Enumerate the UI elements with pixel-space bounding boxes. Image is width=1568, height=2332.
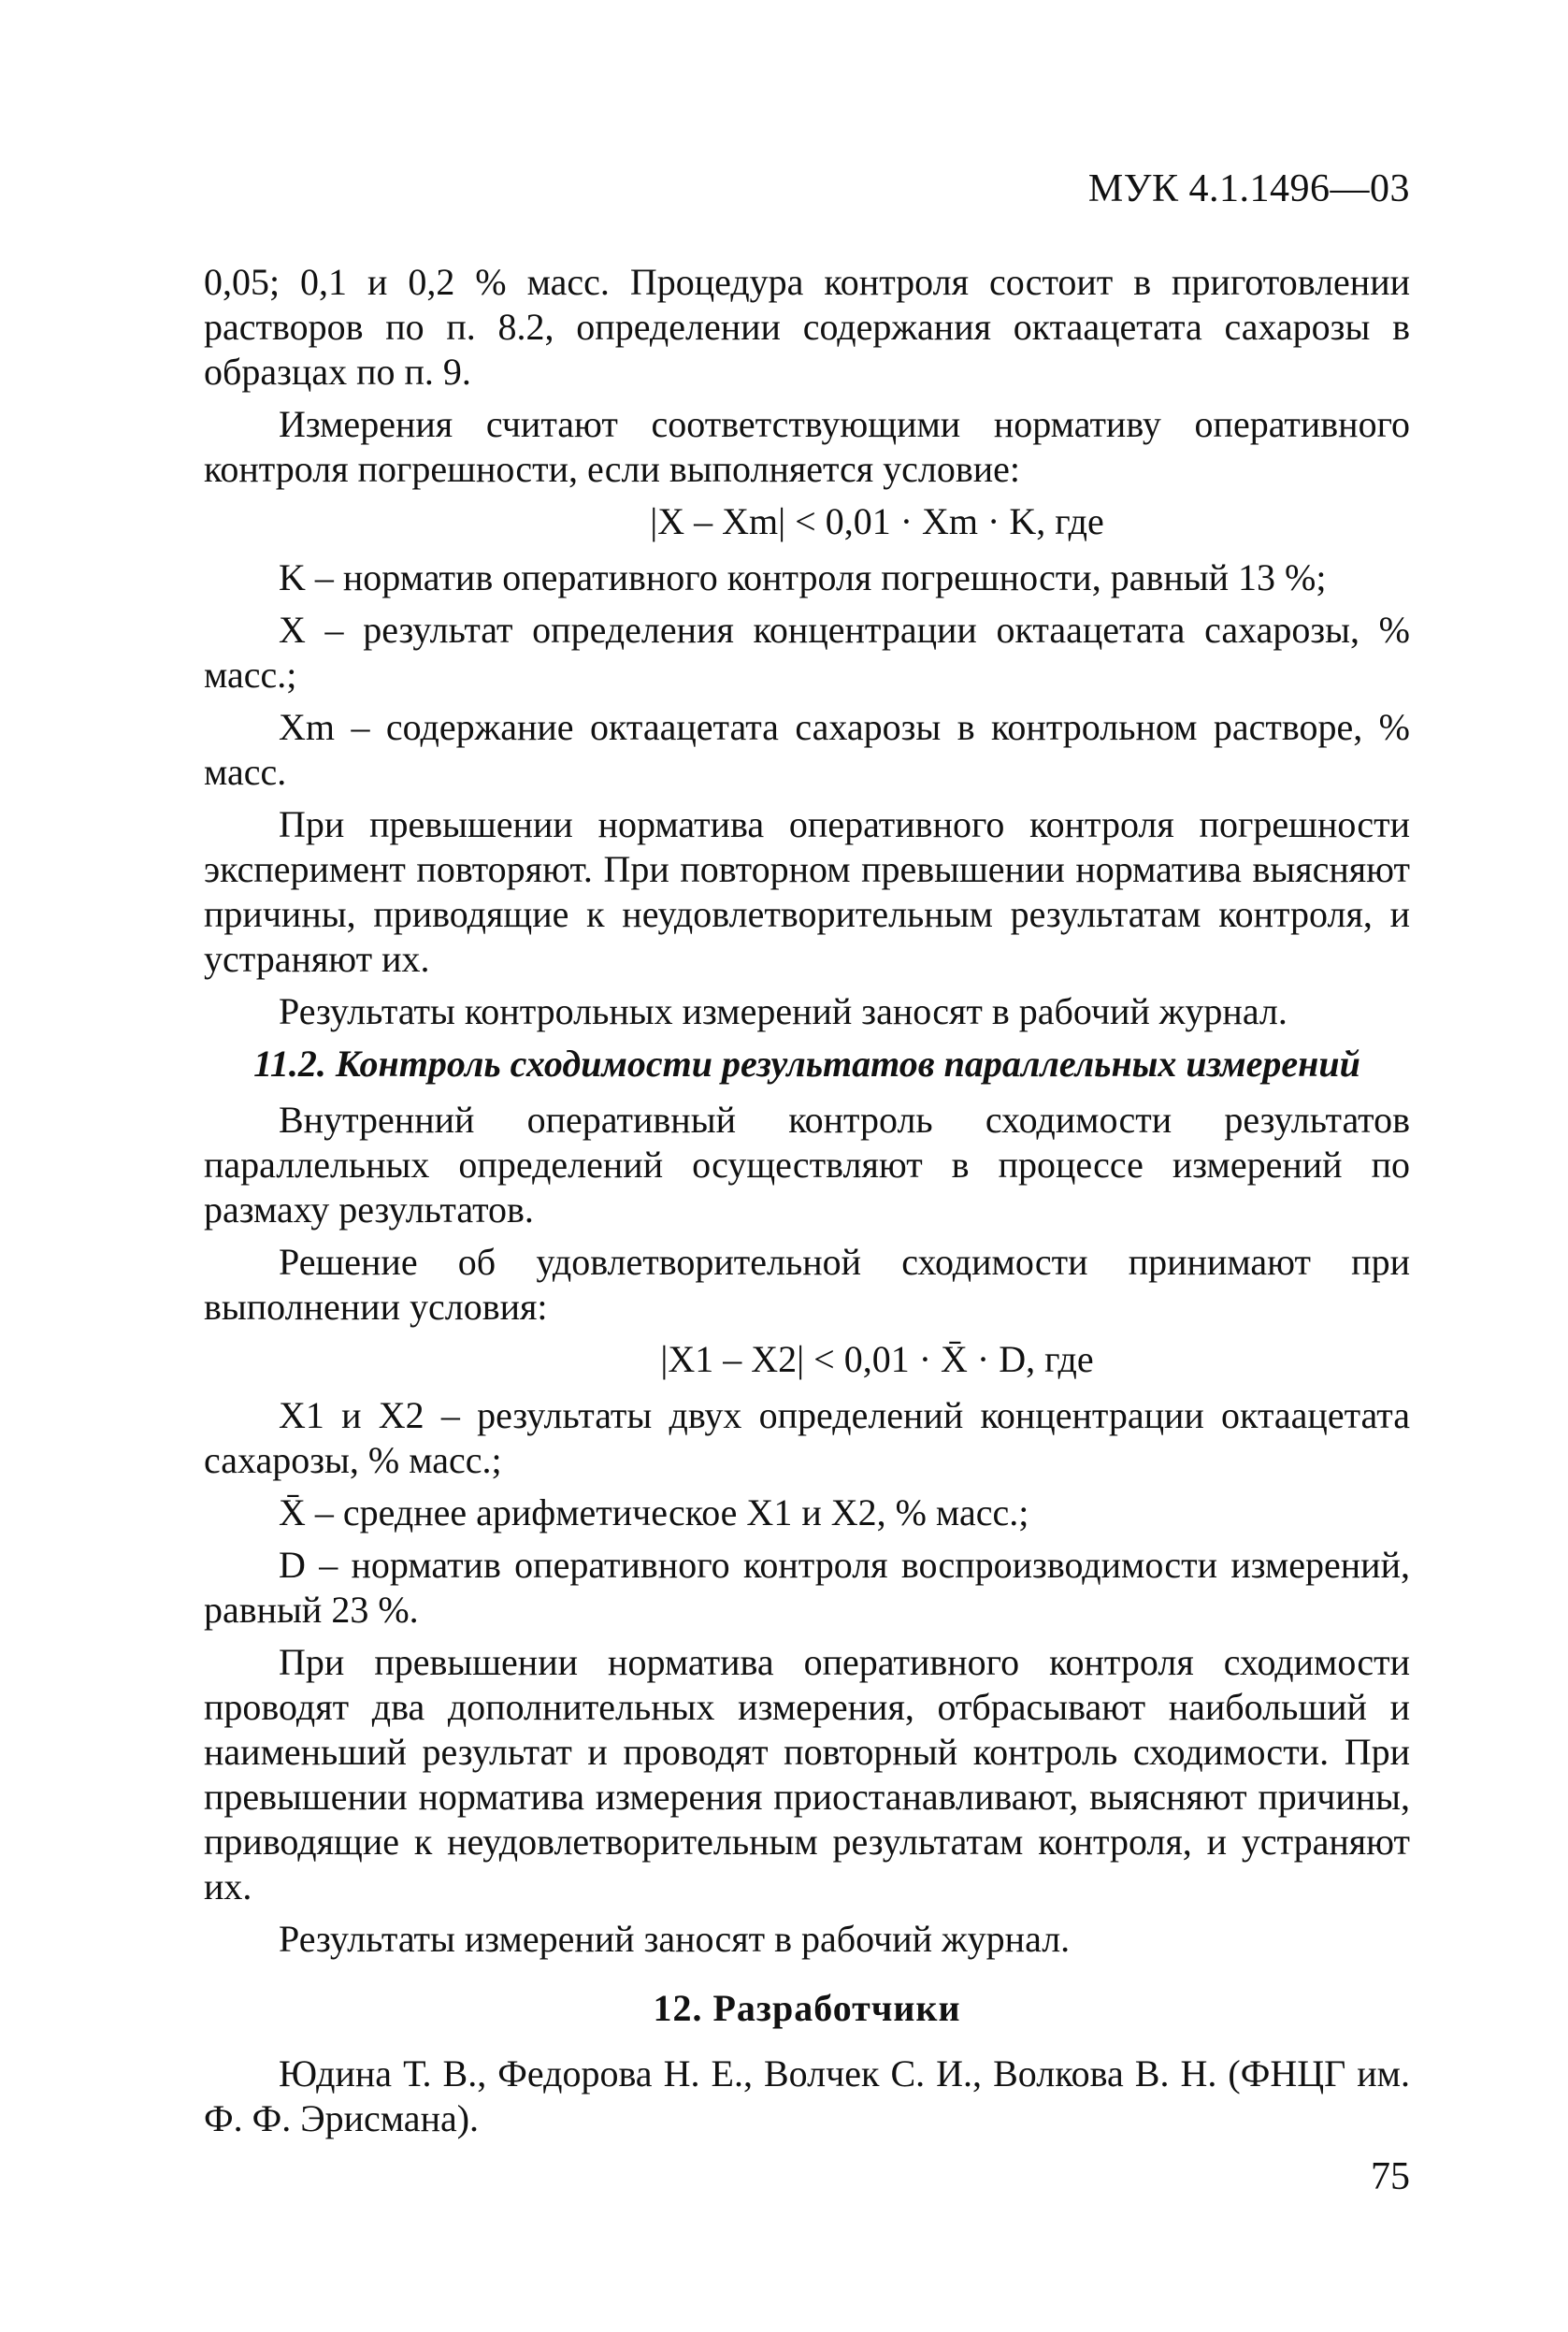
document-code-header: МУК 4.1.1496—03 <box>1087 167 1410 210</box>
definition-d: D – норматив оперативного контроля воспроизводимости измерений, равный 23 %. <box>204 1544 1410 1631</box>
definition-x: X – результат определения концентрации октаацетата сахарозы, % масс.; <box>204 609 1410 696</box>
formula-accuracy-condition <box>204 499 1410 544</box>
page-number: 75 <box>1371 2155 1410 2198</box>
paragraph-convergence-decision: Решение об удовлетворительной сходимости принимают при выполнении условия: <box>204 1241 1410 1328</box>
definition-k: K – норматив оперативного контроля погрешности, равный 13 %; <box>279 556 1327 598</box>
formula-text: |X1 – X2| < 0,01 · X̄ · D, где <box>660 1338 1094 1380</box>
paragraph-measurement-condition: Измерения считают соответствующими нормативу оперативного контроля погрешности, если выполняется условие: <box>204 403 1410 490</box>
section-heading-12: 12. Разработчики <box>653 1987 961 2029</box>
paragraph-exceeding-convergence: При превышении норматива оперативного контроля сходимости проводят два дополнительных измерения, отбрасывают наибольший и наименьший результат и проводят повторный контроль сходимости. При превышении норматива измерения приостанавливают, выясняют причины, приводящие к неудовлетворительным результатам контроля, и устраняют их. <box>204 1641 1410 1907</box>
paragraph-control-results-journal: Результаты контрольных измерений заносят в рабочий журнал. <box>279 990 1287 1032</box>
definition-xm: Xm – содержание октаацетата сахарозы в контрольном растворе, % масс. <box>204 706 1410 793</box>
formula-convergence-condition <box>204 1337 1410 1382</box>
document-body <box>204 260 1410 2149</box>
definition-x1-x2: X1 и X2 – результаты двух определений концентрации октаацетата сахарозы, % масс.; <box>204 1394 1410 1481</box>
document-page <box>204 0 1410 2332</box>
paragraph-results-journal: Результаты измерений заносят в рабочий журнал. <box>279 1918 1071 1960</box>
section-heading-11-2: 11.2. Контроль сходимости результатов параллельных измерений <box>253 1043 1360 1085</box>
definition-x-bar: X̄ – среднее арифметическое X1 и X2, % масс.; <box>279 1491 1029 1533</box>
paragraph-developers: Юдина Т. В., Федорова Н. Е., Волчек С. И., Волкова В. Н. (ФНЦГ им. Ф. Ф. Эрисмана). <box>204 2052 1410 2139</box>
paragraph-internal-control: Внутренний оперативный контроль сходимости результатов параллельных определений осуществляют в процессе измерений по размаху результатов. <box>204 1099 1410 1231</box>
paragraph-control-procedure: 0,05; 0,1 и 0,2 % масс. Процедура контроля состоит в приготовлении растворов по п. 8.2, определении содержания октаацетата сахарозы в образцах по п. 9. <box>204 261 1410 393</box>
paragraph-exceeding-norm: При превышении норматива оперативного контроля погрешности эксперимент повторяют. При повторном превышении норматива выясняют причины, приводящие к неудовлетворительным результатам контроля, и устраняют их. <box>204 803 1410 980</box>
formula-text: |X – Xm| < 0,01 · Xm · K, где <box>650 500 1104 542</box>
